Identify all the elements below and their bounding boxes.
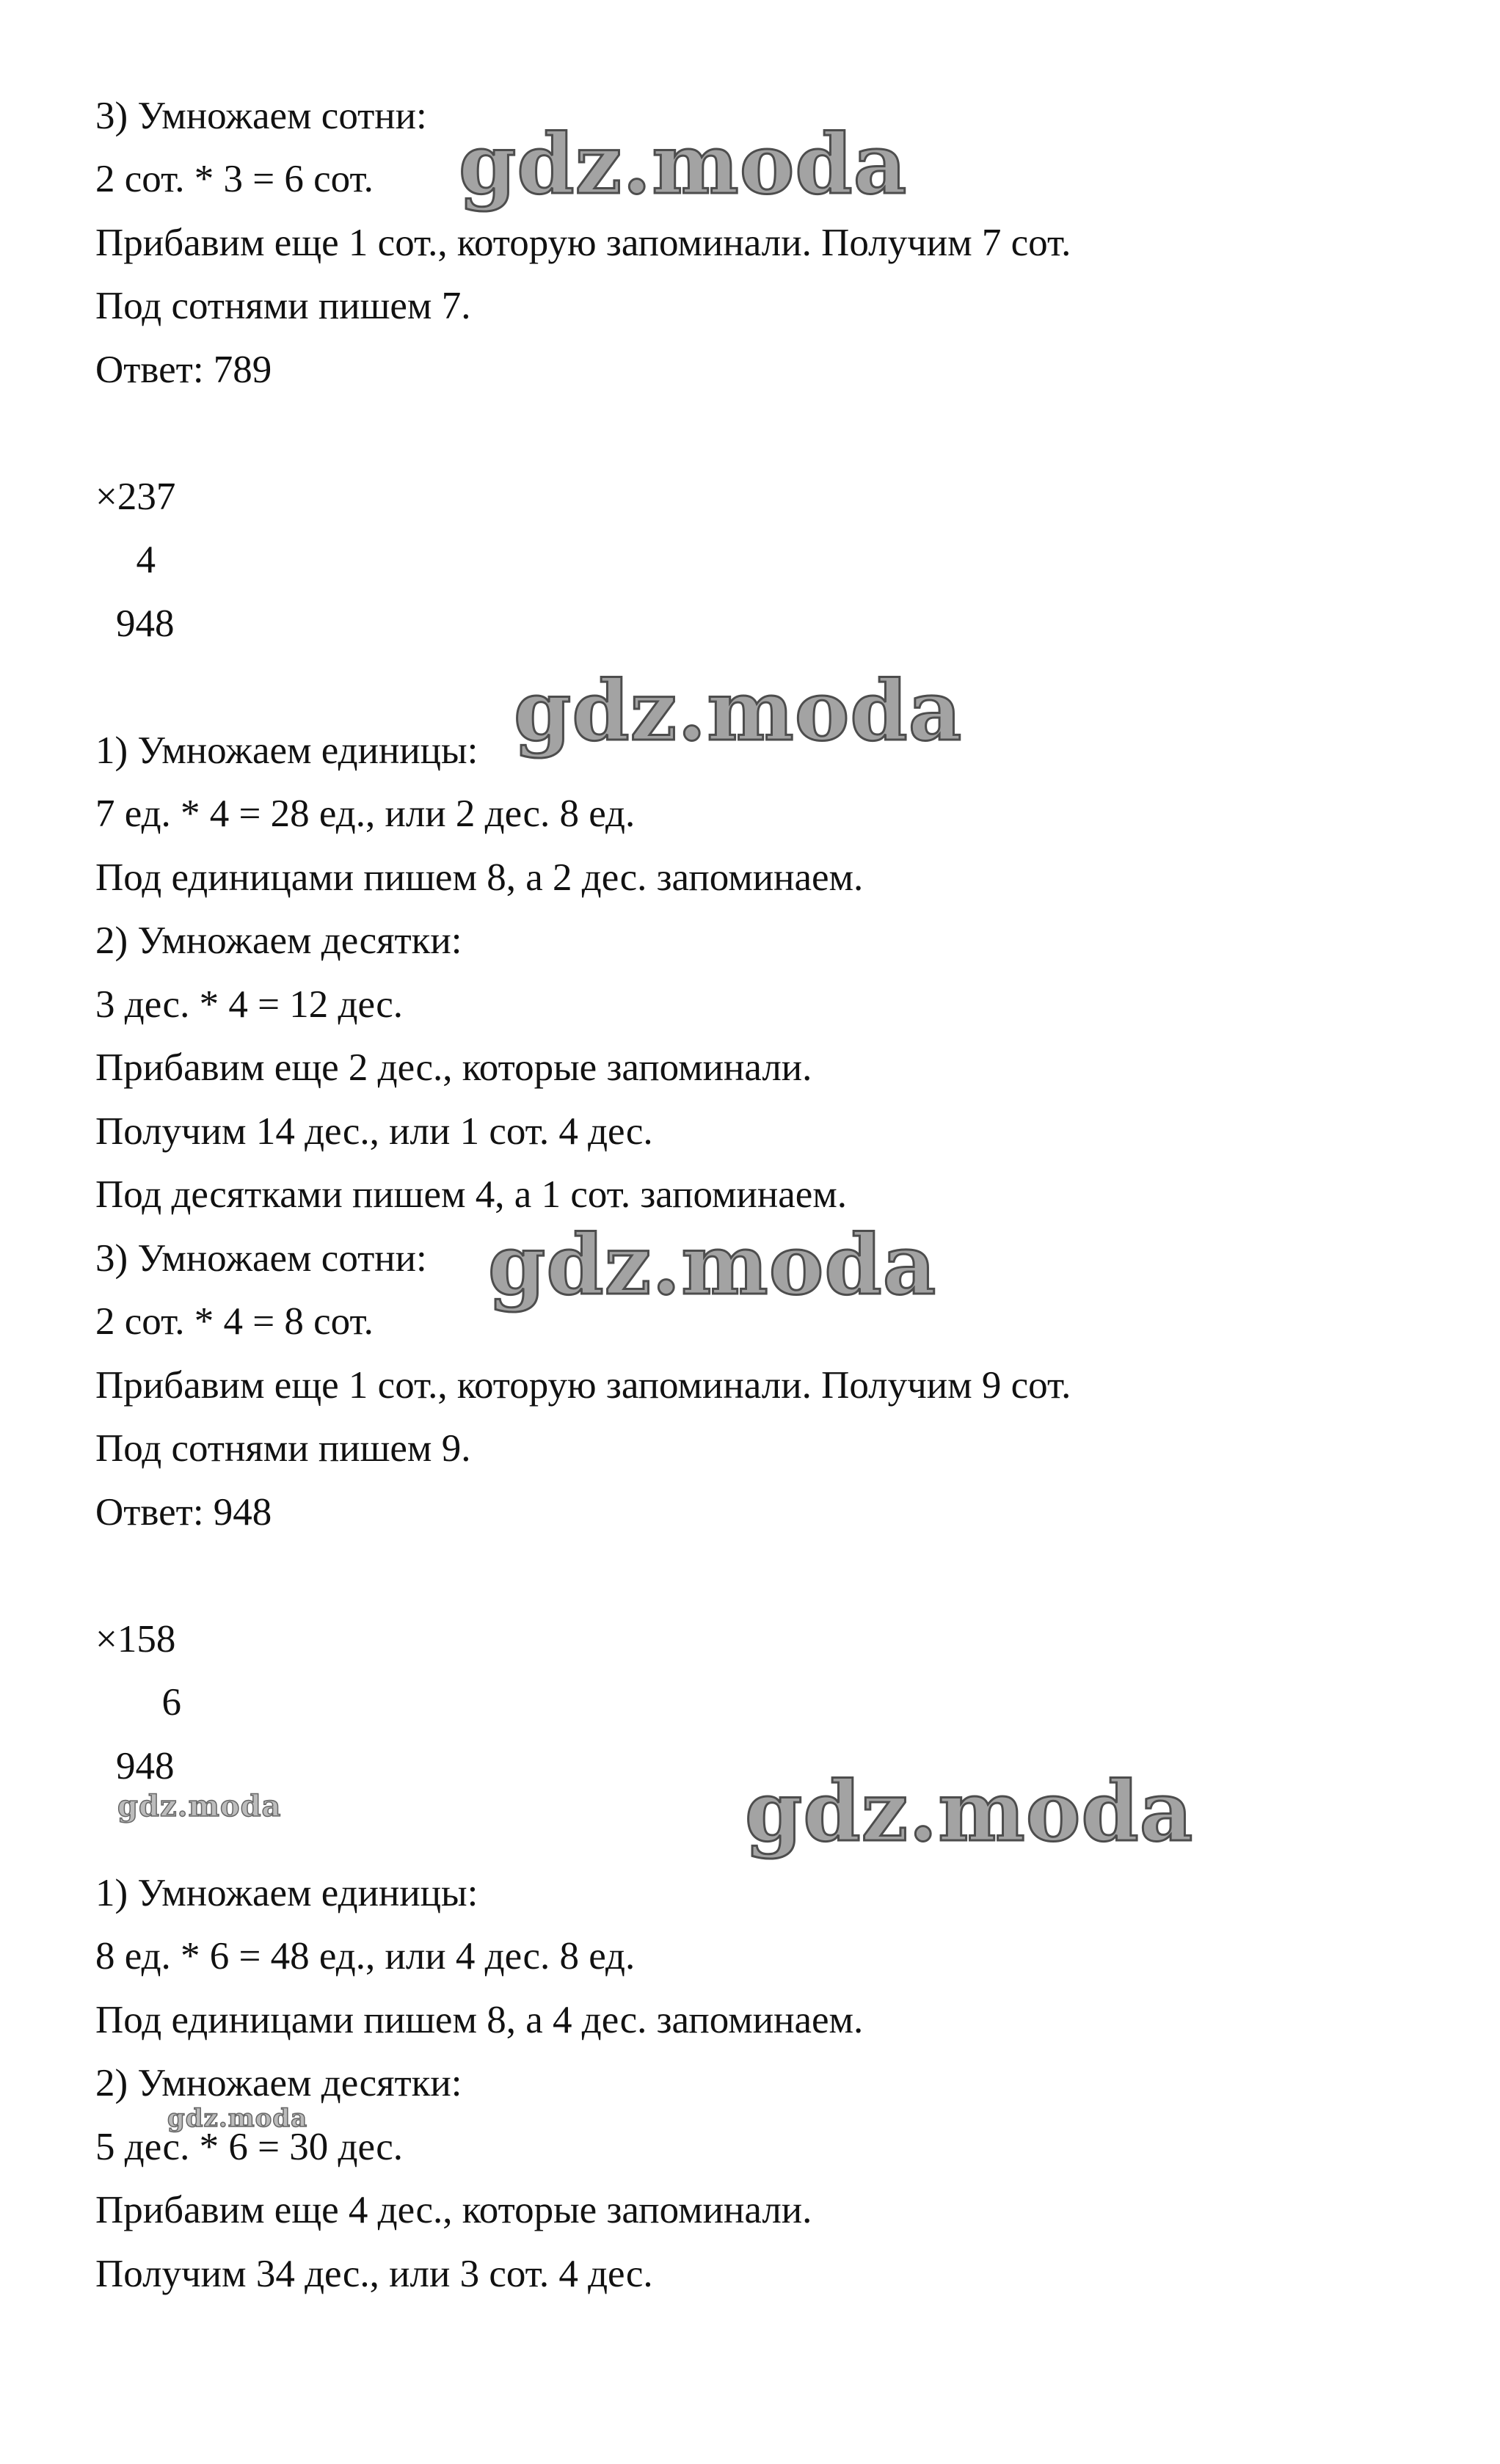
watermark-logo-small: gdz.moda	[117, 1789, 282, 1823]
step-text: Прибавим еще 2 дес., которые запоминали.	[95, 1046, 812, 1089]
step-title: 3) Умножаем сотни:	[95, 95, 427, 137]
answer-line: Ответ: 948	[95, 1491, 272, 1534]
step-calculation: 2 сот. * 3 = 6 сот.	[95, 158, 374, 200]
step-calculation: 3 дес. * 4 = 12 дес.	[95, 983, 404, 1026]
watermark-logo-small: gdz.moda	[167, 2104, 308, 2133]
step-text: Прибавим еще 1 сот., которую запоминали. Получим 7 сот.	[95, 222, 1071, 264]
multiplication-factor-line	[95, 536, 156, 583]
watermark-logo: gdz.moda	[488, 1217, 937, 1313]
step-title: 2) Умножаем десятки:	[95, 2062, 462, 2104]
step-text: Под единицами пишем 8, а 2 дес. запоминаем.	[95, 856, 864, 899]
watermark-logo: gdz.moda	[459, 117, 908, 213]
multiplication-factor-line	[104, 1679, 181, 1726]
step-text: Прибавим еще 4 дес., которые запоминали.	[95, 2189, 812, 2231]
answer-line: Ответ: 789	[95, 349, 272, 391]
multiplication-factor: 6	[161, 1681, 181, 1724]
step-text: Под десятками пишем 4, а 1 сот. запоминаем.	[95, 1173, 848, 1216]
watermark-logo: gdz.moda	[514, 663, 963, 759]
step-calculation: 7 ед. * 4 = 28 ед., или 2 дес. 8 ед.	[95, 792, 636, 835]
multiplication-result: 948	[116, 1745, 175, 1787]
multiplication-top-line: ×237	[95, 475, 176, 518]
step-title: 1) Умножаем единицы:	[95, 729, 478, 772]
step-calculation: 2 сот. * 4 = 8 сот.	[95, 1300, 374, 1343]
step-title: 2) Умножаем десятки:	[95, 919, 462, 962]
step-text: Получим 14 дес., или 1 сот. 4 дес.	[95, 1110, 653, 1153]
step-title: 1) Умножаем единицы:	[95, 1872, 478, 1914]
step-text: Под единицами пишем 8, а 4 дес. запоминаем.	[95, 1999, 864, 2041]
multiplication-result: 948	[116, 602, 175, 645]
step-text: Под сотнями пишем 9.	[95, 1427, 471, 1470]
multiplication-top-line: ×158	[95, 1618, 176, 1661]
step-calculation: 5 дес. * 6 = 30 дес.	[95, 2126, 404, 2168]
step-title: 3) Умножаем сотни:	[95, 1237, 427, 1280]
multiplication-factor: 4	[136, 539, 156, 581]
step-text: Прибавим еще 1 сот., которую запоминали. Получим 9 сот.	[95, 1364, 1071, 1407]
step-text: Под сотнями пишем 7.	[95, 285, 471, 327]
step-text: Получим 34 дес., или 3 сот. 4 дес.	[95, 2253, 653, 2295]
step-calculation: 8 ед. * 6 = 48 ед., или 4 дес. 8 ед.	[95, 1935, 636, 1978]
watermark-logo: gdz.moda	[745, 1764, 1194, 1860]
